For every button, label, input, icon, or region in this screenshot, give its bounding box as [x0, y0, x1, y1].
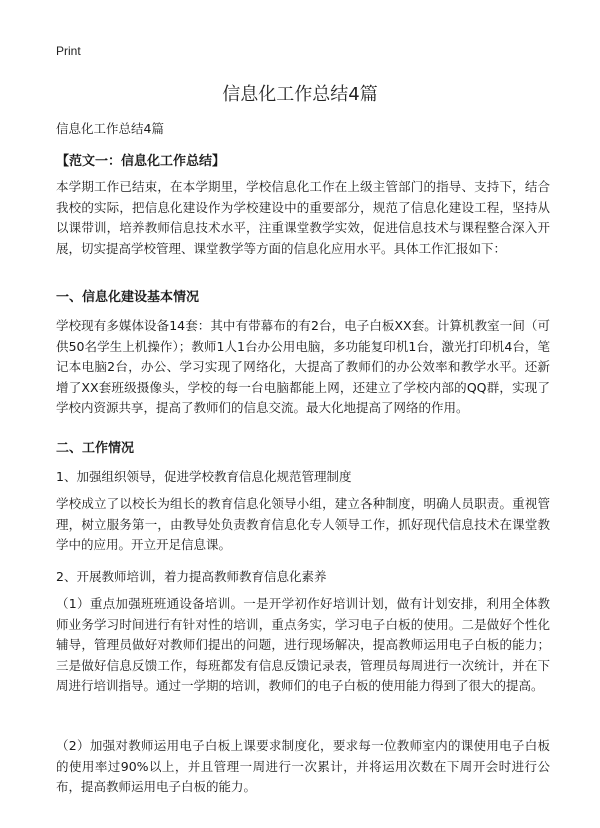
training-paragraph-1: （1）重点加强班班通设备培训。一是开学初作好培训计划，做有计划安排，利用全体教师业务学习时间进行有针对性的培训，重点务实，学习电子白板的使用。二是做好个性化辅导，管理员做好对教师们提出的问题，进行现场解决，提高教师运用电子白板的能力；三是做好信息反馈工作，每班都发有信息反馈记录表，管理员每周进行一次统计，并在下周进行培训指导。通过一学期的培训，教师们的电子白板的使用能力得到了很大的提高。 — [56, 596, 550, 693]
subheading-training: 2、开展教师培训，着力提高教师教育信息化素养 — [56, 569, 327, 584]
leadership-paragraph: 学校成立了以校长为组长的教育信息化领导小组，建立各种制度，明确人员职责。重视管理，树立服务第一，由教导处负责教育信息化专人领导工作，抓好现代信息技术在课堂教学中的应用。开立开足信息课。 — [56, 496, 550, 552]
document-subtitle: 信息化工作总结4篇 — [56, 121, 164, 136]
subheading-leadership: 1、加强组织领导，促进学校教育信息化规范管理制度 — [56, 469, 352, 484]
training-paragraph-2: （2）加强对教师运用电子白板上课要求制度化，要求每一位教师室内的课使用电子白板的使用率过90%以上，并且管理一周进行一次累计，并将运用次数在下周开会时进行公布，提高教师运用电子白板的能力。 — [56, 738, 550, 794]
document-title: 信息化工作总结4篇 — [222, 84, 378, 105]
section-tag: 【范文一：信息化工作总结】 — [56, 154, 226, 169]
construction-paragraph: 学校现有多媒体设备14套：其中有带幕布的有2台，电子白板XX套。计算机教室一间（可供50名学生上机操作）；教师1人1台办公用电脑，多功能复印机1台，激光打印机4台，笔记本电脑2台，办公、学习实现了网络化，大提高了教师们的办公效率和教学水平。还新增了XX套班级摄像头，学校的每一台电脑都能上网，还建立了学校内部的QQ群，实现了学校内资源共享，提高了教师们的信息交流。最大化地提高了网络的作用。 — [56, 318, 550, 415]
print-link[interactable]: Print — [56, 44, 81, 58]
intro-paragraph: 本学期工作已结束，在本学期里，学校信息化工作在上级主管部门的指导、支持下，结合我校的实际，把信息化建设作为学校建设中的重要部分，规范了信息化建设工程，坚持从以课带训，培养教师信息技术水平，注重课堂教学实效，促进信息技术与课程整合深入开展，切实提高学校管理、课堂教学等方面的信息化应用水平。具体工作汇报如下： — [56, 179, 550, 256]
heading-work: 二、工作情况 — [56, 441, 135, 456]
heading-construction: 一、信息化建设基本情况 — [56, 290, 200, 305]
